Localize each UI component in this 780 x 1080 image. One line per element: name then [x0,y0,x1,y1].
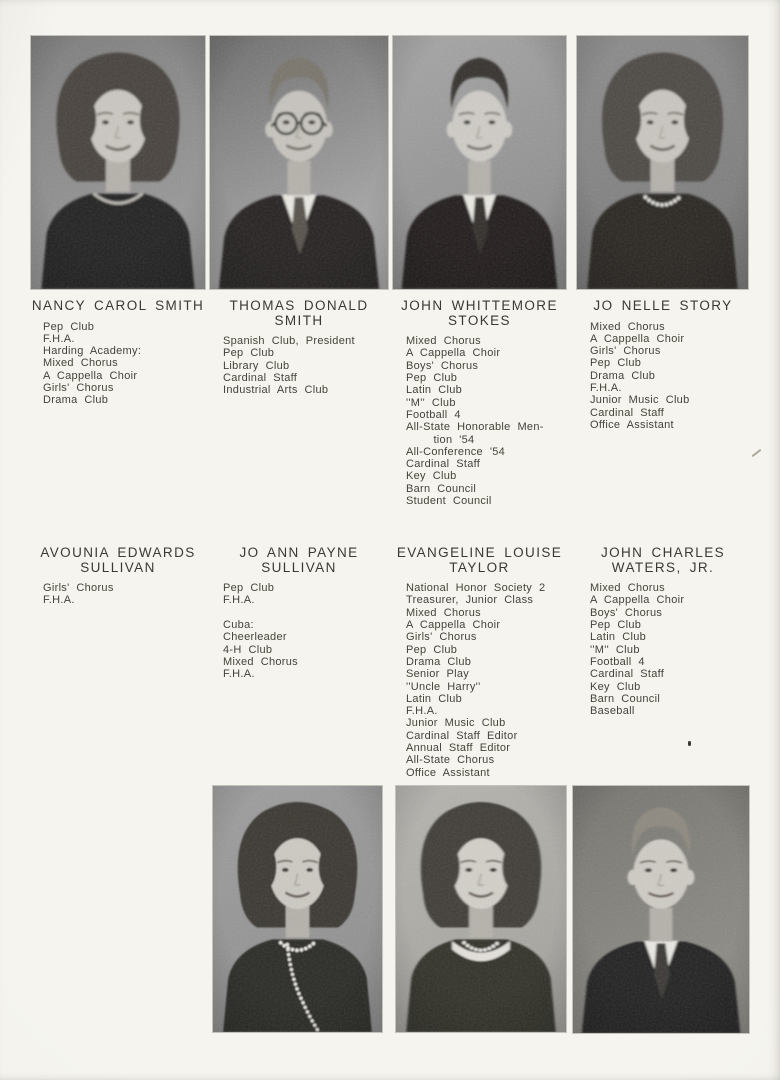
activity-item: F.H.A. [43,594,75,607]
student-activities [577,582,749,717]
activity-item: Girls' Chorus [43,382,114,395]
activity-item: Mixed Chorus [406,335,481,348]
activity-item: Office Assistant [406,766,490,779]
activity-item: Cardinal Staff [223,372,298,385]
activity-item: Harding Academy: [43,345,142,358]
activity-item: Senior Play [406,668,470,681]
student-activities [210,335,388,396]
activity-item: Pep Club [406,643,458,656]
student-name-line: SULLIVAN [261,559,337,575]
activity-item: ''Uncle Harry'' [406,680,481,693]
activity-item: ''M'' Club [406,396,456,409]
activity-item: F.H.A. [223,668,255,681]
student-name-line: STOKES [448,312,511,328]
student-activities [393,335,566,507]
activity-item: A Cappella Choir [590,594,685,607]
student-name-line: JO ANN PAYNE [239,545,359,560]
ink-speck [688,741,691,746]
activity-item: Mixed Chorus [590,582,665,595]
activity-item: A Cappella Choir [406,619,501,632]
activity-item: Latin Club [406,692,463,705]
activity-item: Mixed Chorus [590,320,665,333]
activity-item: Annual Staff Editor [406,742,511,755]
student-name [210,299,388,328]
student-activities [577,321,749,432]
student-name-line: WATERS, JR. [611,559,715,575]
activity-item: All-State Honorable Men- [406,421,544,434]
activity-item: Library Club [223,359,290,372]
activity-item: F.H.A. [406,705,438,718]
activity-item: Boys' Chorus [590,606,663,619]
activity-item: Junior Music Club [406,717,506,730]
activity-item: Pep Club [406,372,458,385]
student-name [393,546,566,575]
student-name [577,546,749,575]
activity-item: Office Assistant [590,418,674,431]
student-entry-avounia-edwards-sullivan [30,546,206,607]
activity-item: Girls' Chorus [590,345,661,358]
activity-item: Key Club [406,470,457,483]
activity-item: Girls' Chorus [406,631,477,644]
activity-item: Drama Club [590,369,656,382]
portrait-photo-bottom-1 [213,786,382,1032]
activity-item: Latin Club [406,384,463,397]
student-entry-nancy-carol-smith [30,299,206,407]
student-entry-jo-ann-payne-sullivan [210,546,388,681]
activity-item: Cardinal Staff [406,458,481,471]
student-name-line: THOMAS DONALD [229,298,369,313]
activity-item: Cheerleader [223,631,287,644]
student-entry-thomas-donald-smith [210,299,388,397]
student-activities [30,582,206,607]
portrait-photo-thomas-donald-smith [210,36,388,289]
student-name [393,299,566,328]
activity-item: Football 4 [406,408,461,421]
pen-slash-mark [752,449,762,457]
activity-item: 4-H Club [223,643,273,656]
activity-item: A Cappella Choir [43,369,138,382]
student-name [30,299,206,314]
activity-item: Treasurer, Junior Class [406,594,534,607]
activity-item: A Cappella Choir [590,332,685,345]
activity-item: Mixed Chorus [406,606,481,619]
activity-item: Football 4 [590,655,645,668]
activity-item: tion '54 [406,433,475,446]
student-entry-evangeline-louise-taylor [393,546,566,779]
activity-item: Barn Council [406,482,477,495]
student-name-line: JOHN CHARLES [600,545,726,560]
student-activities [30,321,206,407]
student-name [577,299,749,314]
portrait-photo-bottom-3 [573,786,749,1033]
activity-item: Mixed Chorus [223,655,298,668]
student-name-line: EVANGELINE LOUISE [396,545,563,560]
portrait-photo-nancy-carol-smith [31,36,205,289]
activity-item: Cardinal Staff [590,668,665,681]
activity-item: Drama Club [406,655,472,668]
activity-item: Boys' Chorus [406,359,479,372]
student-name-line: NANCY CAROL SMITH [31,298,205,313]
student-activities [210,582,388,680]
activity-item: Pep Club [590,619,642,632]
activity-item: Student Council [406,495,492,508]
activity-item: Industrial Arts Club [223,384,329,397]
student-name-line: SMITH [274,312,324,328]
activity-item: Baseball [590,705,635,718]
activity-item [223,607,388,619]
activity-item: F.H.A. [43,332,75,345]
activity-item: Pep Club [590,357,642,370]
activity-item: Junior Music Club [590,394,690,407]
activity-item: All-State Chorus [406,754,495,767]
activity-item: Cuba: [223,619,254,632]
activity-item: Key Club [590,680,641,693]
portrait-photo-bottom-2 [396,786,566,1032]
activity-item: Pep Club [223,582,275,595]
student-entry-john-whittemore-stokes [393,299,566,507]
student-name-line: JO NELLE STORY [593,298,733,313]
portrait-photo-john-whittemore-stokes [393,36,566,289]
portrait-photo-jo-nelle-story [577,36,748,289]
activity-item: F.H.A. [223,594,255,607]
activity-item: ''M'' Club [590,643,640,656]
activity-item: National Honor Society 2 [406,582,546,595]
activity-item: Drama Club [43,394,109,407]
student-name-line: JOHN WHITTEMORE [401,298,558,313]
activity-item: Pep Club [43,320,95,333]
student-name-line: SULLIVAN [80,559,156,575]
activity-item: F.H.A. [590,382,622,395]
student-entry-john-charles-waters-jr [577,546,749,717]
activity-item: Cardinal Staff Editor [406,729,518,742]
student-entry-jo-nelle-story [577,299,749,431]
activity-item: Latin Club [590,631,647,644]
activity-item: A Cappella Choir [406,347,501,360]
student-activities [393,582,566,779]
student-name [210,546,388,575]
activity-item: Mixed Chorus [43,357,118,370]
activity-item: Girls' Chorus [43,582,114,595]
student-name-line: AVOUNIA EDWARDS [40,545,196,560]
activity-item: Spanish Club, President [223,335,355,348]
activity-item: All-Conference '54 [406,445,506,458]
activity-item: Barn Council [590,692,661,705]
activity-item: Cardinal Staff [590,406,665,419]
student-name-line: TAYLOR [449,559,510,575]
student-name [30,546,206,575]
activity-item: Pep Club [223,347,275,360]
